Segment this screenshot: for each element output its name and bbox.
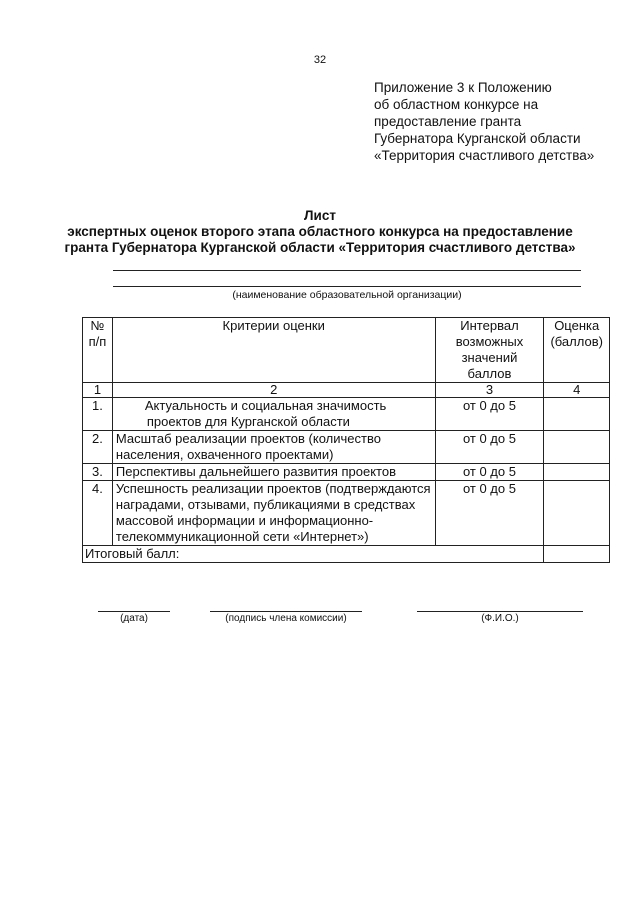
organization-blank-line-2: [113, 286, 581, 287]
row-range: от 0 до 5: [435, 481, 544, 546]
row-number: 4.: [83, 481, 113, 546]
row-score: [544, 481, 610, 546]
name-caption: (Ф.И.О.): [481, 613, 519, 624]
row-range: от 0 до 5: [435, 464, 544, 481]
organization-blank-line-1: [113, 270, 581, 271]
title-line-2: экспертных оценок второго этапа областного конкурса на предоставление: [67, 224, 573, 239]
appendix-line: «Территория счастливого детства»: [374, 148, 595, 163]
table-row: [83, 464, 610, 481]
organization-caption: (наименование образовательной организации): [232, 289, 462, 301]
row-number: 1.: [83, 398, 113, 431]
table-header-row: [83, 318, 610, 383]
row-criteria: Перспективы дальнейшего развития проектов: [112, 464, 435, 481]
header-score: Оценка (баллов): [544, 318, 610, 383]
appendix-line: Губернатора Курганской области: [374, 131, 581, 146]
row-criteria: Масштаб реализации проектов (количество населения, охваченного проектами): [112, 431, 435, 464]
appendix-note: [374, 79, 594, 164]
member-signature-caption: (подпись члена комиссии): [225, 613, 347, 624]
row-score: [544, 431, 610, 464]
name-signature-line: [417, 611, 583, 612]
row-score: [544, 398, 610, 431]
page-number: 32: [313, 54, 327, 66]
header-criteria: Критерии оценки: [112, 318, 435, 383]
column-number: 3: [435, 383, 544, 398]
title-line-3: гранта Губернатора Курганской области «Территория счастливого детства»: [64, 240, 576, 255]
member-signature-line: [210, 611, 362, 612]
total-score: [544, 546, 610, 563]
column-number-row: [83, 383, 610, 398]
header-num: № п/п: [83, 318, 113, 383]
appendix-line: предоставление гранта: [374, 114, 522, 129]
row-score: [544, 464, 610, 481]
row-number: 2.: [83, 431, 113, 464]
total-label: Итоговый балл:: [83, 546, 544, 563]
row-criteria: Успешность реализации проектов (подтверждаются наградами, отзывами, публикациями в средствах массовой информации и информационно-телекоммуникационной сети «Интернет»): [112, 481, 435, 546]
date-caption: (дата): [120, 613, 148, 624]
title-line-1: Лист: [304, 208, 336, 223]
appendix-line: об областном конкурсе на: [374, 97, 539, 112]
column-number: 1: [83, 383, 113, 398]
criteria-table: [82, 317, 610, 563]
table-row: [83, 481, 610, 546]
date-signature-line: [98, 611, 170, 612]
table-row: [83, 431, 610, 464]
total-row: [83, 546, 610, 563]
column-number: 4: [544, 383, 610, 398]
row-number: 3.: [83, 464, 113, 481]
table-row: [83, 398, 610, 431]
row-range: от 0 до 5: [435, 431, 544, 464]
column-number: 2: [112, 383, 435, 398]
row-range: от 0 до 5: [435, 398, 544, 431]
row-criteria: Актуальность и социальная значимость проектов для Курганской области: [112, 398, 435, 431]
header-range: Интервал возможных значений баллов: [435, 318, 544, 383]
document-title: [0, 208, 640, 256]
appendix-line: Приложение 3 к Положению: [374, 80, 552, 95]
